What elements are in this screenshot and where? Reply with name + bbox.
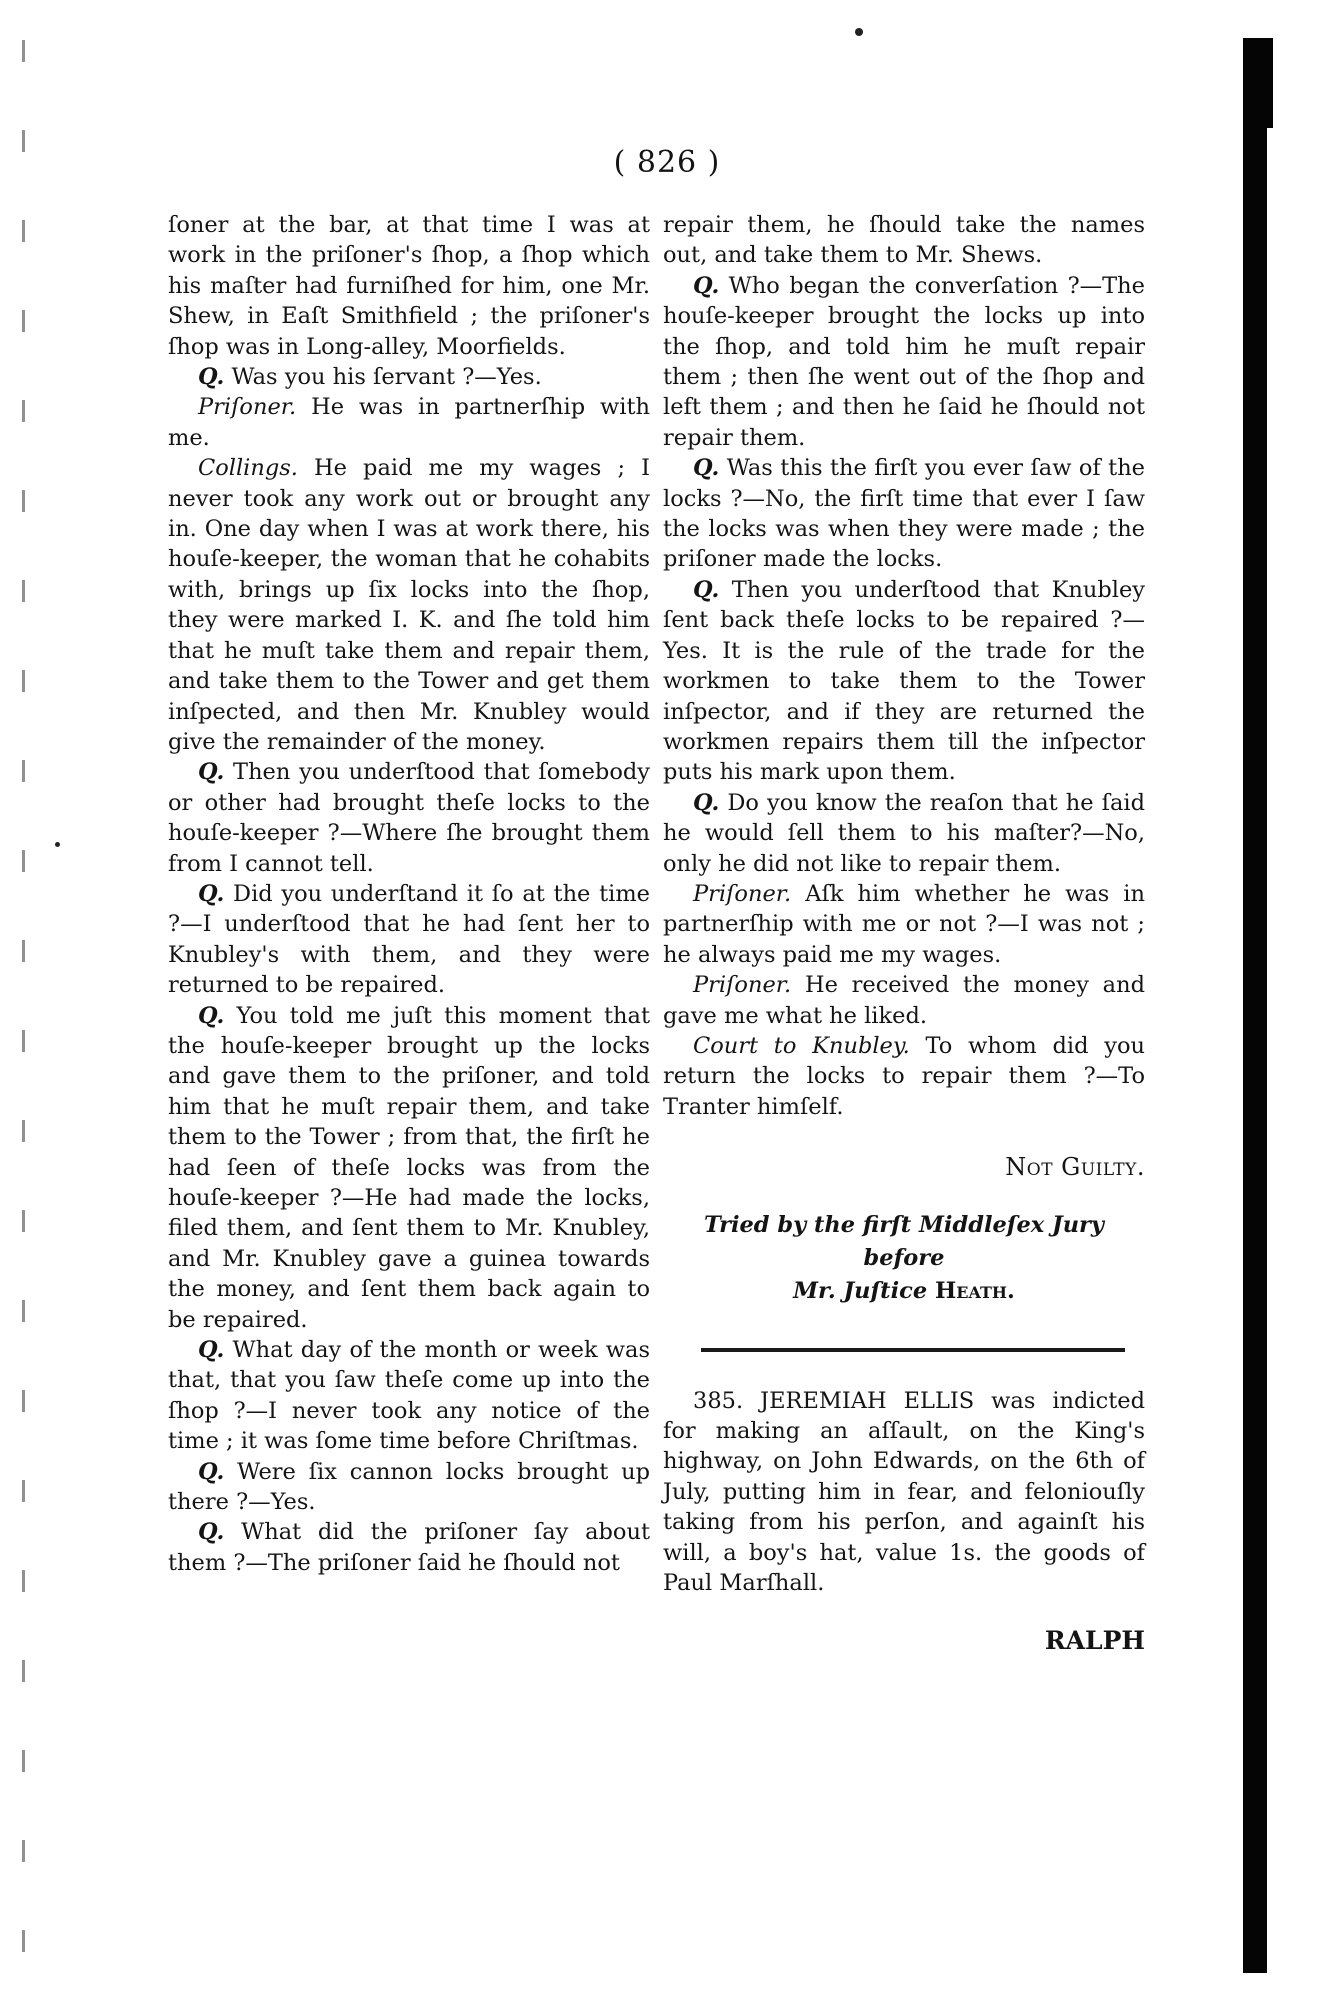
trial-note-judge-name: Heath. [934, 1277, 1015, 1304]
paragraph-text: Who began the converſation ?—The houſe-keeper brought the locks up into the ſhop, and told him he muſt repair them ; then ſhe went out of the ſhop and left them ; and then he ſaid he ſhould not repair them. [663, 272, 1145, 451]
speaker-label: Q. [693, 272, 720, 299]
testimony-paragraph [663, 879, 1145, 970]
speaker-label: Q. [693, 789, 720, 816]
paragraph-text: What did the priſoner ſay about them ?—The priſoner ſaid he ſhould not [168, 1519, 650, 1576]
testimony-paragraph [663, 575, 1145, 788]
paragraph-text: repair them, he ſhould take the names out, and take them to Mr. Shews. [663, 212, 1145, 269]
speaker-label: Q. [198, 880, 225, 907]
catchword: RALPH [1044, 1626, 1145, 1656]
paragraph-text: Then you underſtood that ſomebody or other had brought theſe locks to the houſe-keeper ?—Where ſhe brought them from I cannot tell. [168, 759, 650, 877]
paragraph-text: ſoner at the bar, at that time I was at work in the priſoner's ſhop, a ſhop which his maſter had furniſhed for him, one Mr. Shew, in Eaſt Smithfield ; the priſoner's ſhop was in Long-alley, Moorfields. [168, 212, 650, 360]
testimony-paragraph [168, 1517, 650, 1578]
testimony-paragraph [663, 210, 1145, 271]
right-column-testimony [663, 210, 1145, 1122]
speaker-label: Priſoner. [693, 972, 792, 999]
paragraph-text: To whom did you return the locks to repair them ?—To Tranter himſelf. [663, 1032, 1145, 1120]
case-text: JEREMIAH ELLIS was indicted for making an aſſault, on the King's highway, on John Edwards, on the 6th of July, putting him in fear, and feloniouſly taking from his perſon, and againſt his will, a boy's hat, value 1s. the goods of Paul Marſhall. [663, 1387, 1145, 1597]
testimony-paragraph [168, 362, 650, 392]
paragraph-text: Was this the firſt you ever ſaw of the locks ?—No, the firſt time that ever I ſaw the locks was when they were made ; the priſoner made the locks. [663, 455, 1145, 573]
trial-note-judge-prefix: Mr. Juſtice [793, 1277, 935, 1304]
speaker-label: Q. [198, 364, 225, 391]
page-number: ( 826 ) [613, 145, 721, 180]
testimony-paragraph [663, 271, 1145, 453]
testimony-paragraph [168, 1335, 650, 1457]
testimony-paragraph [663, 788, 1145, 879]
paragraph-text: You told me juſt this moment that the houſe-keeper brought up the locks and gave them to the priſoner, and told him that he muſt repair them, and take them to the Tower ; from that, the firſt he had ſeen of theſe locks was from the houſe-keeper ?—He had made the locks, filed them, and ſent them to Mr. Knubley, and Mr. Knubley gave a guinea towards the money, and ſent them back again to be repaired. [168, 1002, 650, 1333]
scan-edge-shadow [1243, 38, 1267, 1973]
paragraph-text: What day of the month or week was that, that you ſaw theſe come up into the ſhop ?—I never took any notice of the time ; it was ſome time before Chriſtmas. [168, 1337, 650, 1455]
testimony-paragraph [168, 1001, 650, 1335]
left-column [168, 210, 650, 1578]
speaker-label: Q. [198, 1458, 225, 1485]
speaker-label: Court to Knubley. [693, 1032, 910, 1059]
testimony-paragraph [663, 970, 1145, 1031]
paragraph-text: He paid me my wages ; I never took any work out or brought any in. One day when I was at work there, his houſe-keeper, the woman that he cohabits with, brings up ſix locks into the ſhop, they were marked I. K. and ſhe told him that he muſt take them and repair them, and take them to the Tower and get them inſpected, and then Mr. Knubley would give the remainder of the money. [168, 455, 650, 755]
testimony-paragraph [168, 757, 650, 879]
trial-note [663, 1209, 1145, 1308]
speaker-label: Q. [198, 1002, 225, 1029]
speaker-label: Q. [693, 576, 720, 603]
verdict: Not Guilty. [1005, 1153, 1145, 1182]
ink-speck [855, 28, 863, 36]
paragraph-text: Then you underſtood that Knubley ſent back theſe locks to be repaired ?—Yes. It is the rule of the trade for the workmen to take them to the Tower inſpector, and if they are returned the workmen repairs them till the inſpector puts his mark upon them. [663, 576, 1145, 786]
ink-speck [55, 842, 60, 847]
section-rule [701, 1348, 1125, 1352]
trial-note-line1: Tried by the firſt Middleſex Jury before [703, 1211, 1104, 1271]
paragraph-text: Do you know the reaſon that he ſaid he would ſell them to his maſter?—No, only he did not like to repair them. [663, 789, 1145, 877]
case-number: 385. [693, 1387, 744, 1414]
testimony-paragraph [168, 392, 650, 453]
paragraph-text: Was you his ſervant ?—Yes. [224, 364, 542, 391]
right-column [663, 210, 1145, 1657]
testimony-paragraph [663, 453, 1145, 575]
speaker-label: Q. [693, 455, 720, 482]
paragraph-text: Were ſix cannon locks brought up there ?—Yes. [168, 1458, 650, 1516]
paragraph-text: He was in partnerſhip with me. [168, 394, 650, 451]
testimony-paragraph [663, 1031, 1145, 1122]
speaker-label: Q. [198, 1337, 225, 1364]
testimony-paragraph [168, 879, 650, 1001]
speaker-label: Collings. [198, 455, 298, 482]
paragraph-text: Aſk him whether he was in partnerſhip with me or not ?—I was not ; he always paid me my wages. [663, 880, 1145, 968]
paragraph-text: He received the money and gave me what he liked. [663, 972, 1145, 1029]
speaker-label: Q. [198, 759, 225, 786]
speaker-label: Priſoner. [693, 880, 792, 907]
paragraph-text: Did you underſtand it ſo at the time ?—I underſtood that he had ſent her to Knubley's with them, and they were returned to be repaired. [168, 880, 650, 999]
speaker-label: Priſoner. [198, 394, 297, 421]
testimony-paragraph [168, 453, 650, 757]
speaker-label: Q. [198, 1519, 225, 1546]
scan-margin-mark [22, 40, 25, 1970]
testimony-paragraph [168, 1457, 650, 1518]
testimony-paragraph [168, 210, 650, 362]
case-entry [663, 1386, 1145, 1599]
